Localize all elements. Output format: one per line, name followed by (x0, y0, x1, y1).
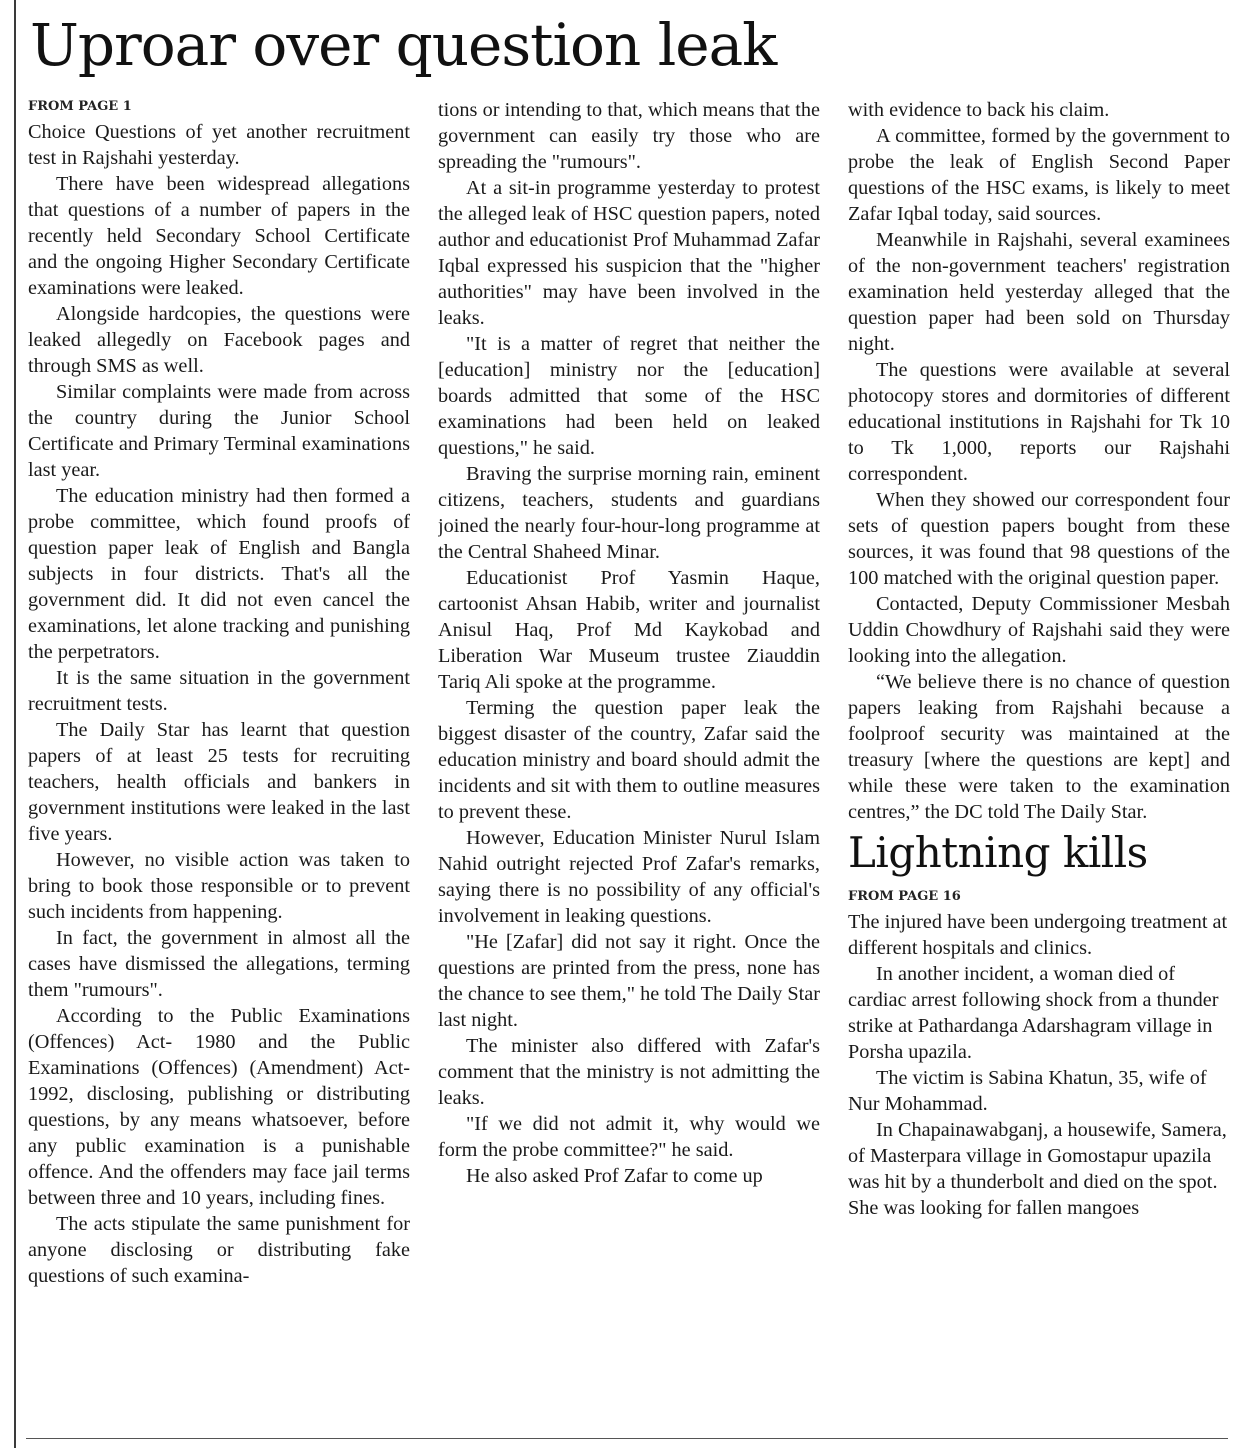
article-paragraph: with evidence to back his claim. (848, 99, 1110, 121)
article-kicker: FROM PAGE 1 (28, 99, 132, 114)
article-column-3 (848, 97, 1230, 1432)
article-paragraph: The acts stipulate the same punishment for anyone disclosing or distributing fake questions of such examina- (28, 1213, 410, 1287)
second-article-headline: Lightning kills (848, 828, 1148, 877)
second-article-paragraph: The victim is Sabina Khatun, 35, wife of Nur Mohammad. (848, 1067, 1207, 1115)
article-paragraph: In fact, the government in almost all the cases have dismissed the allegations, terming them "rumours". (28, 927, 410, 1001)
article-paragraph: The minister also differed with Zafar's comment that the ministry is not admitting the leaks. (438, 1035, 820, 1109)
article-paragraph: According to the Public Examinations (Offences) Act- 1980 and the Public Examinations (Offences) (Amendment) Act- 1992, disclosing, publishing or distributing questions, by any means whatsoever, before any public examination is a punishable offence. And the offenders may face jail terms between three and 10 years, including fines. (28, 1005, 410, 1209)
article-paragraph: Contacted, Deputy Commissioner Mesbah Uddin Chowdhury of Rajshahi said they were looking into the allegation. (848, 593, 1230, 667)
article-paragraph: There have been widespread allegations that questions of a number of papers in the recently held Secondary School Certificate and the ongoing Higher Secondary Certificate examinations were leaked. (28, 173, 410, 299)
second-article-paragraph: In another incident, a woman died of cardiac arrest following shock from a thunder strike at Pathardanga Adarshagram village in Porsha upazila. (848, 963, 1219, 1063)
article-paragraph: The education ministry had then formed a probe committee, which found proofs of question paper leak of English and Bangla subjects in four districts. That's all the government did. It did not even cancel the examinations, let alone tracking and punishing the perpetrators. (28, 485, 410, 663)
article-column-1 (28, 97, 410, 1432)
article-paragraph: The Daily Star has learnt that question papers of at least 25 tests for recruiting teachers, health officials and bankers in government institutions were leaked in the last five years. (28, 719, 410, 845)
article-paragraph: However, no visible action was taken to bring to book those responsible or to prevent such incidents from happening. (28, 849, 410, 923)
article-headline: Uproar over question leak (30, 11, 777, 79)
article-paragraph: Educationist Prof Yasmin Haque, cartoonist Ahsan Habib, writer and journalist Anisul Haq, Prof Md Kaykobad and Liberation War Museum trustee Ziauddin Tariq Ali spoke at the programme. (438, 567, 820, 693)
article-paragraph: Meanwhile in Rajshahi, several examinees of the non-government teachers' registration examination held yesterday alleged that the question paper had been sold on Thursday night. (848, 229, 1230, 355)
article-paragraph: "He [Zafar] did not say it right. Once the questions are printed from the press, none has the chance to see them," he told The Daily Star last night. (438, 931, 820, 1031)
article-column-2 (438, 97, 820, 1432)
second-article-paragraph: The injured have been undergoing treatment at different hospitals and clinics. (848, 911, 1228, 959)
article-paragraph: Similar complaints were made from across the country during the Junior School Certificate and Primary Terminal examinations last year. (28, 381, 410, 481)
article-paragraph: Braving the surprise morning rain, eminent citizens, teachers, students and guardians joined the nearly four-hour-long programme at the Central Shaheed Minar. (438, 463, 820, 563)
article-paragraph: At a sit-in programme yesterday to protest the alleged leak of HSC question papers, noted author and educationist Prof Muhammad Zafar Iqbal expressed his suspicion that the "higher authorities" may have been involved in the leaks. (438, 177, 820, 329)
article-paragraph: He also asked Prof Zafar to come up (466, 1165, 763, 1187)
second-article-paragraph: In Chapainawabganj, a housewife, Samera, of Masterpara village in Gomostapur upazila was hit by a thunderbolt and died on the spot. She was looking for fallen mangoes (848, 1119, 1227, 1219)
article-paragraph: However, Education Minister Nurul Islam Nahid outright rejected Prof Zafar's remarks, saying there is no possibility of any official's involvement in leaking questions. (438, 827, 820, 927)
article-paragraph: tions or intending to that, which means that the government can easily try those who are spreading the "rumours". (438, 99, 820, 173)
bottom-rule (26, 1438, 1228, 1439)
article-paragraph: It is the same situation in the government recruitment tests. (28, 667, 410, 715)
page-edge-rule (14, 0, 16, 1448)
article-paragraph: “We believe there is no chance of question papers leaking from Rajshahi because a foolproof security was maintained at the treasury [where the questions are kept] and while these were taken to the examination centres,” the DC told The Daily Star. (848, 671, 1230, 823)
article-paragraph: Choice Questions of yet another recruitment test in Rajshahi yesterday. (28, 121, 410, 169)
article-paragraph: Alongside hardcopies, the questions were leaked allegedly on Facebook pages and through SMS as well. (28, 303, 410, 377)
second-article-kicker: FROM PAGE 16 (848, 889, 961, 904)
article-paragraph: "If we did not admit it, why would we form the probe committee?" he said. (438, 1113, 820, 1161)
article-paragraph: Terming the question paper leak the biggest disaster of the country, Zafar said the education ministry and board should admit the incidents and sit with them to outline measures to prevent these. (438, 697, 820, 823)
article-paragraph: "It is a matter of regret that neither the [education] ministry nor the [education] boards admitted that some of the HSC examinations had been held on leaked questions," he said. (438, 333, 820, 459)
article-paragraph: When they showed our correspondent four sets of question papers bought from these sources, it was found that 98 questions of the 100 matched with the original question paper. (848, 489, 1230, 589)
article-paragraph: A committee, formed by the government to probe the leak of English Second Paper questions of the HSC exams, is likely to meet Zafar Iqbal today, said sources. (848, 125, 1230, 225)
article-paragraph: The questions were available at several photocopy stores and dormitories of different educational institutions in Rajshahi for Tk 10 to Tk 1,000, reports our Rajshahi correspondent. (848, 359, 1230, 485)
